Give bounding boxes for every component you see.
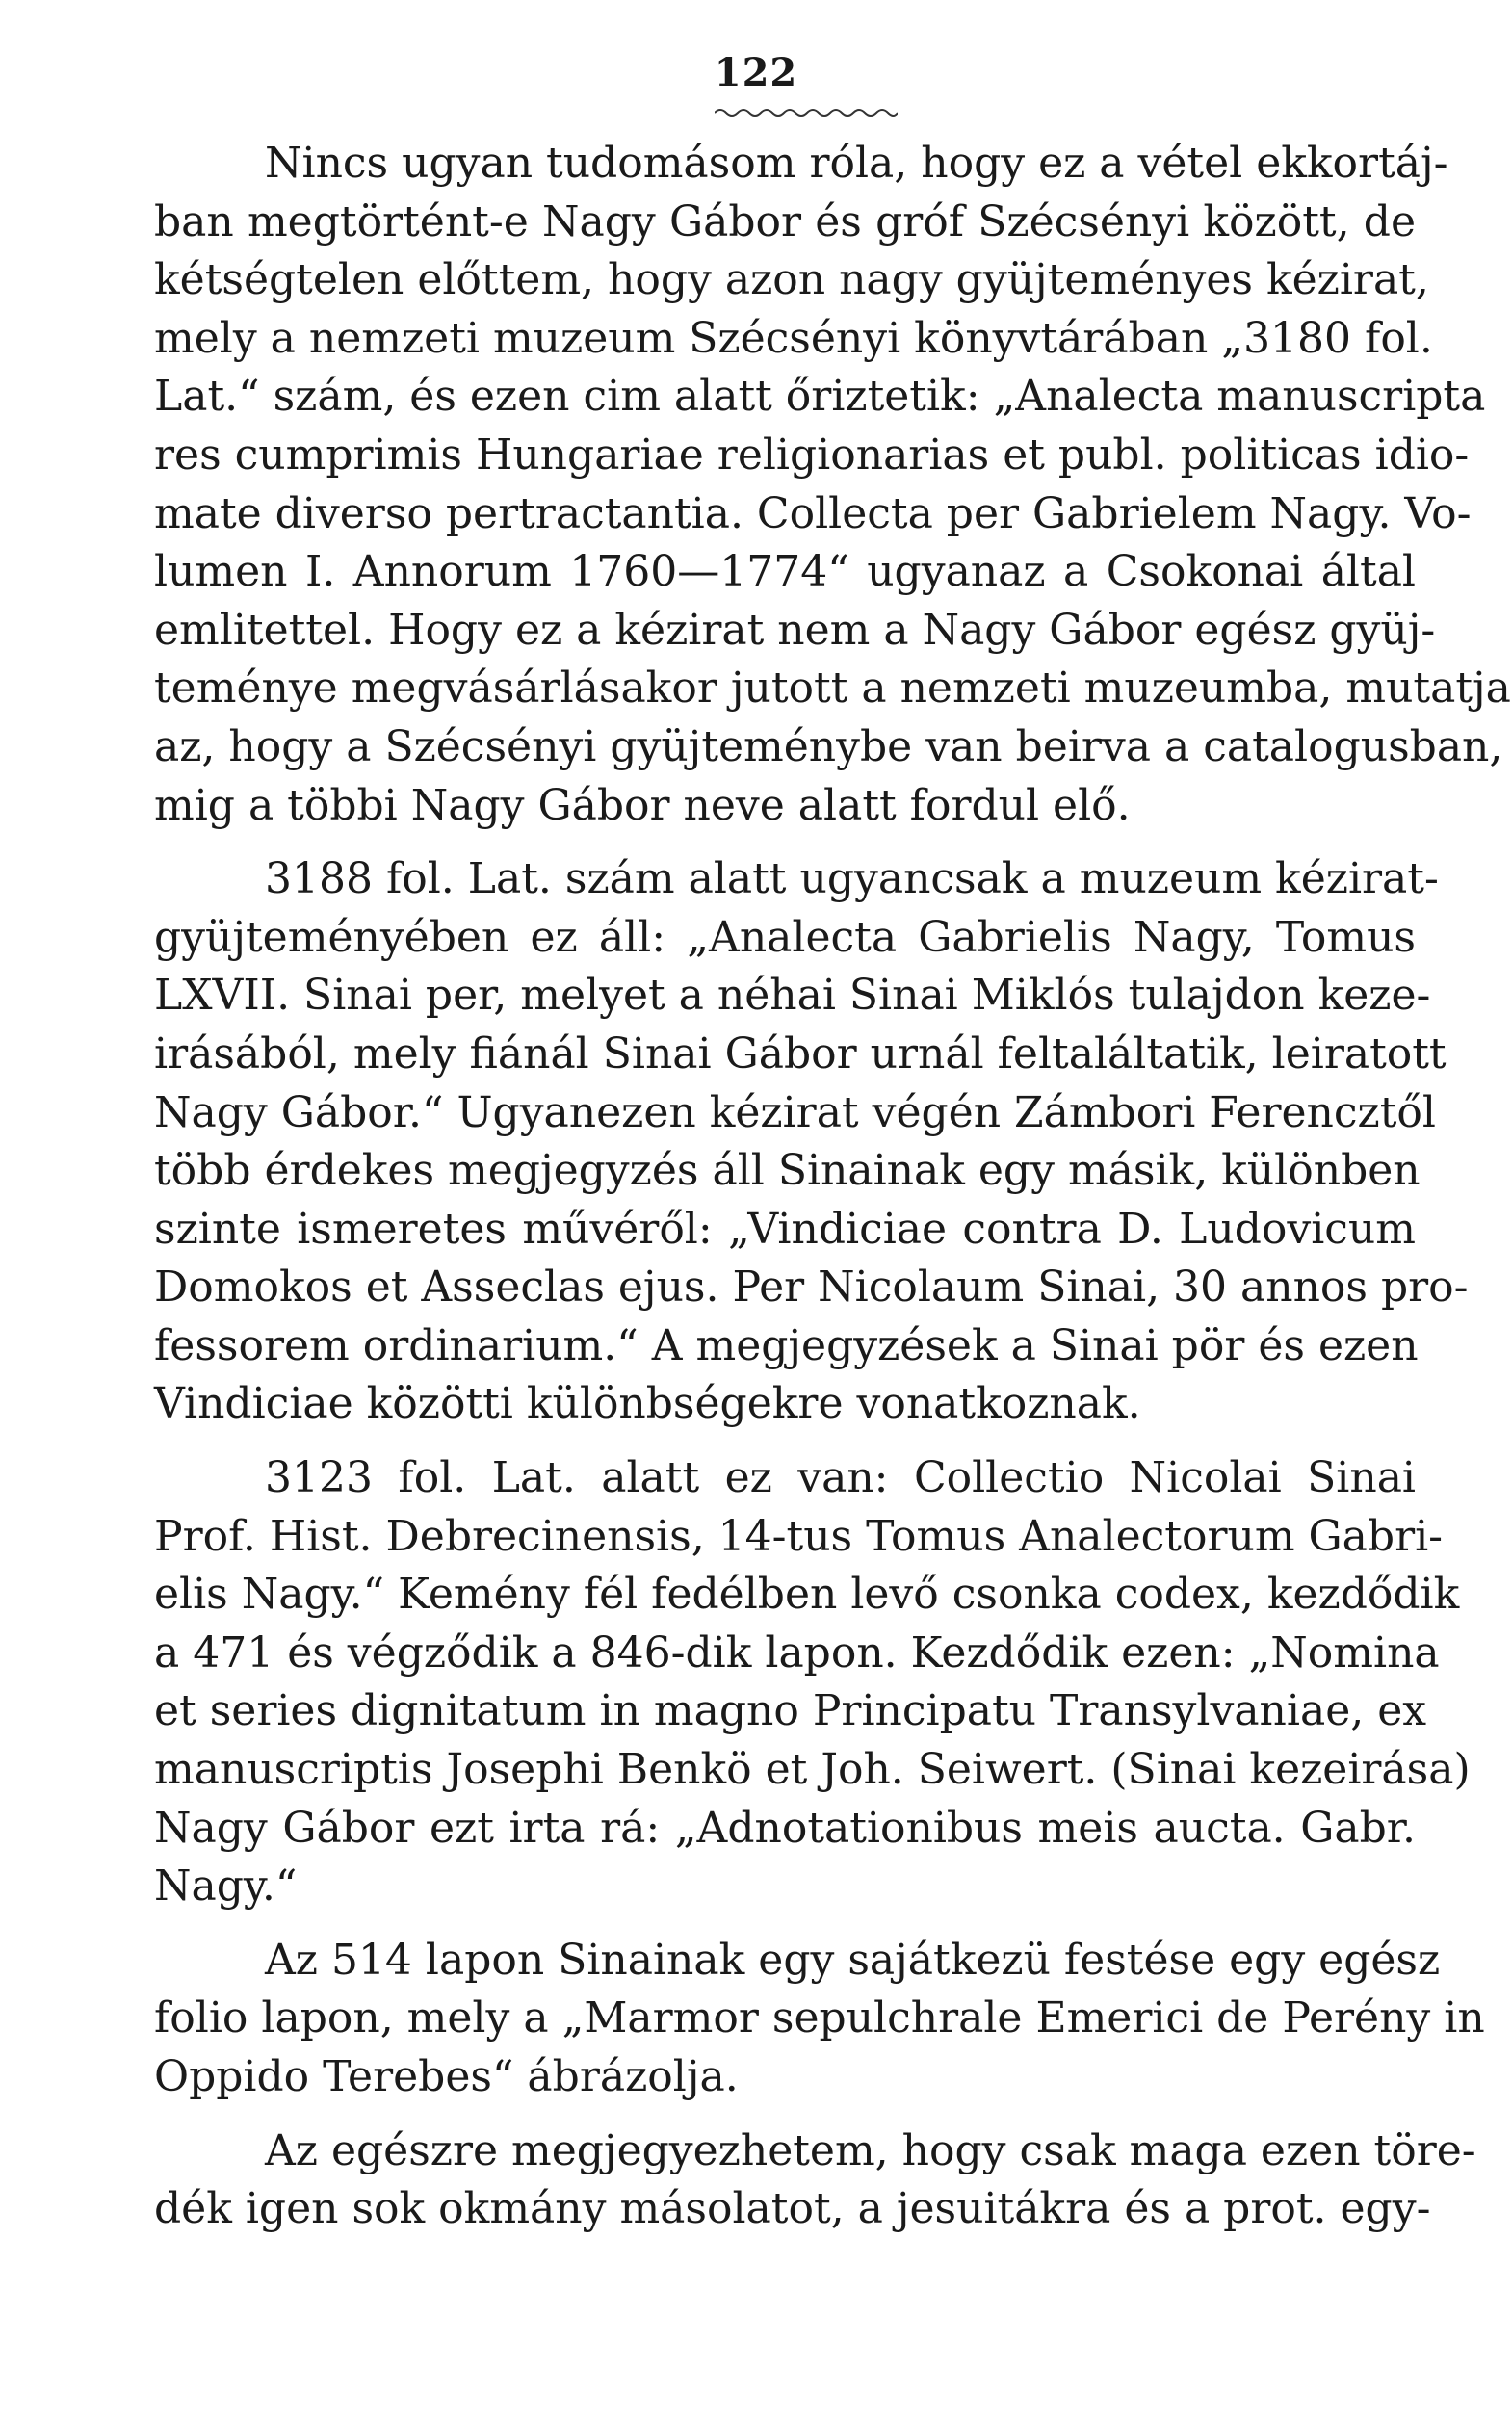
paragraph [154,1449,1471,1916]
page-number: 122 [714,50,798,95]
text-line: kétségtelen előttem, hogy azon nagy gyüjteményes kézirat, [154,255,1429,305]
text-line: et series dignitatum in magno Principatu Transylvaniae, ex [154,1686,1427,1736]
text-line: Prof. Hist. Debrecinensis, 14-tus Tomus Analectorum Gabri- [154,1511,1444,1561]
text-line: több érdekes megjegyzés áll Sinainak egy másik, különben [154,1146,1421,1196]
text-line: Lat.“ szám, és ezen cim alatt őriztetik: „Analecta manuscripta [154,372,1486,422]
text-line: Oppido Terebes“ ábrázolja. [154,2052,739,2101]
text-line: teménye megvásárlásakor jutott a nemzeti muzeumba, mutatja [154,664,1511,714]
ornament-wavy-rule [715,106,898,119]
text-line: Nagy Gábor.“ Ugyanezen kézirat végén Zámbori Ferencztől [154,1087,1436,1137]
text-line: az, hogy a Szécsényi gyüjteménybe van beirva a catalogusban, [154,721,1503,771]
text-line: ban megtörtént-e Nagy Gábor és gróf Szécsényi között, de [154,196,1416,247]
text-line: fessorem ordinarium.“ A megjegyzések a Sinai pör és ezen [154,1320,1419,1370]
text-line: Az 514 lapon Sinainak egy sajátkezü festése egy egész [265,1935,1441,1985]
text-line: 3123 fol. Lat. alatt ez van: Collectio Nicolai Sinai [265,1453,1416,1503]
paragraph [154,135,1511,835]
text-line: manuscriptis Josephi Benkö et Joh. Seiwert. (Sinai kezeirása) [154,1745,1471,1795]
paragraph [154,1932,1485,2107]
text-line: Nincs ugyan tudomásom róla, hogy ez a vétel ekkortáj- [265,139,1448,188]
text-line: a 471 és végződik a 846-dik lapon. Kezdődik ezen: „Nomina [154,1627,1440,1678]
text-line: emlitettel. Hogy ez a kézirat nem a Nagy Gábor egész gyüj- [154,605,1436,655]
text-line: mely a nemzeti muzeum Szécsényi könyvtárában „3180 fol. [154,313,1433,363]
text-line: gyüjteményében ez áll: „Analecta Gabrielis Nagy, Tomus [154,912,1416,962]
paragraph [154,850,1469,1434]
text-line: Domokos et Asseclas ejus. Per Nicolaum Sinai, 30 annos pro- [154,1263,1469,1313]
text-line: dék igen sok okmány másolatot, a jesuitákra és a prot. egy- [154,2184,1431,2234]
text-line: irásából, mely fiánál Sinai Gábor urnál feltaláltatik, leiratott [154,1028,1447,1079]
text-line: Az egészre megjegyezhetem, hogy csak maga ezen töre- [265,2125,1476,2175]
text-line: Nagy Gábor ezt irta rá: „Adnotationibus meis aucta. Gabr. [154,1803,1416,1853]
text-line: lumen I. Annorum 1760—1774“ ugyanaz a Csokonai által [154,547,1416,597]
text-line: Vindiciae közötti különbségekre vonatkoznak. [154,1379,1141,1429]
text-line: szinte ismeretes művéről: „Vindiciae contra D. Ludovicum [154,1204,1416,1254]
text-line: mig a többi Nagy Gábor neve alatt fordul elő. [154,780,1131,830]
body-text [154,135,1511,2254]
text-line: res cumprimis Hungariae religionarias et publ. politicas idio- [154,430,1470,480]
text-line: Nagy.“ [154,1861,298,1912]
text-line: mate diverso pertractantia. Collecta per Gabrielem Nagy. Vo- [154,488,1472,538]
text-line: LXVII. Sinai per, melyet a néhai Sinai Miklós tulajdon keze- [154,971,1431,1021]
text-line: 3188 fol. Lat. szám alatt ugyancsak a muzeum kézirat- [265,854,1439,904]
paragraph [154,2122,1476,2239]
text-line: elis Nagy.“ Kemény fél fedélben levő csonka codex, kezdődik [154,1570,1460,1620]
text-line: folio lapon, mely a „Marmor sepulchrale Emerici de Perény in [154,1993,1485,2044]
